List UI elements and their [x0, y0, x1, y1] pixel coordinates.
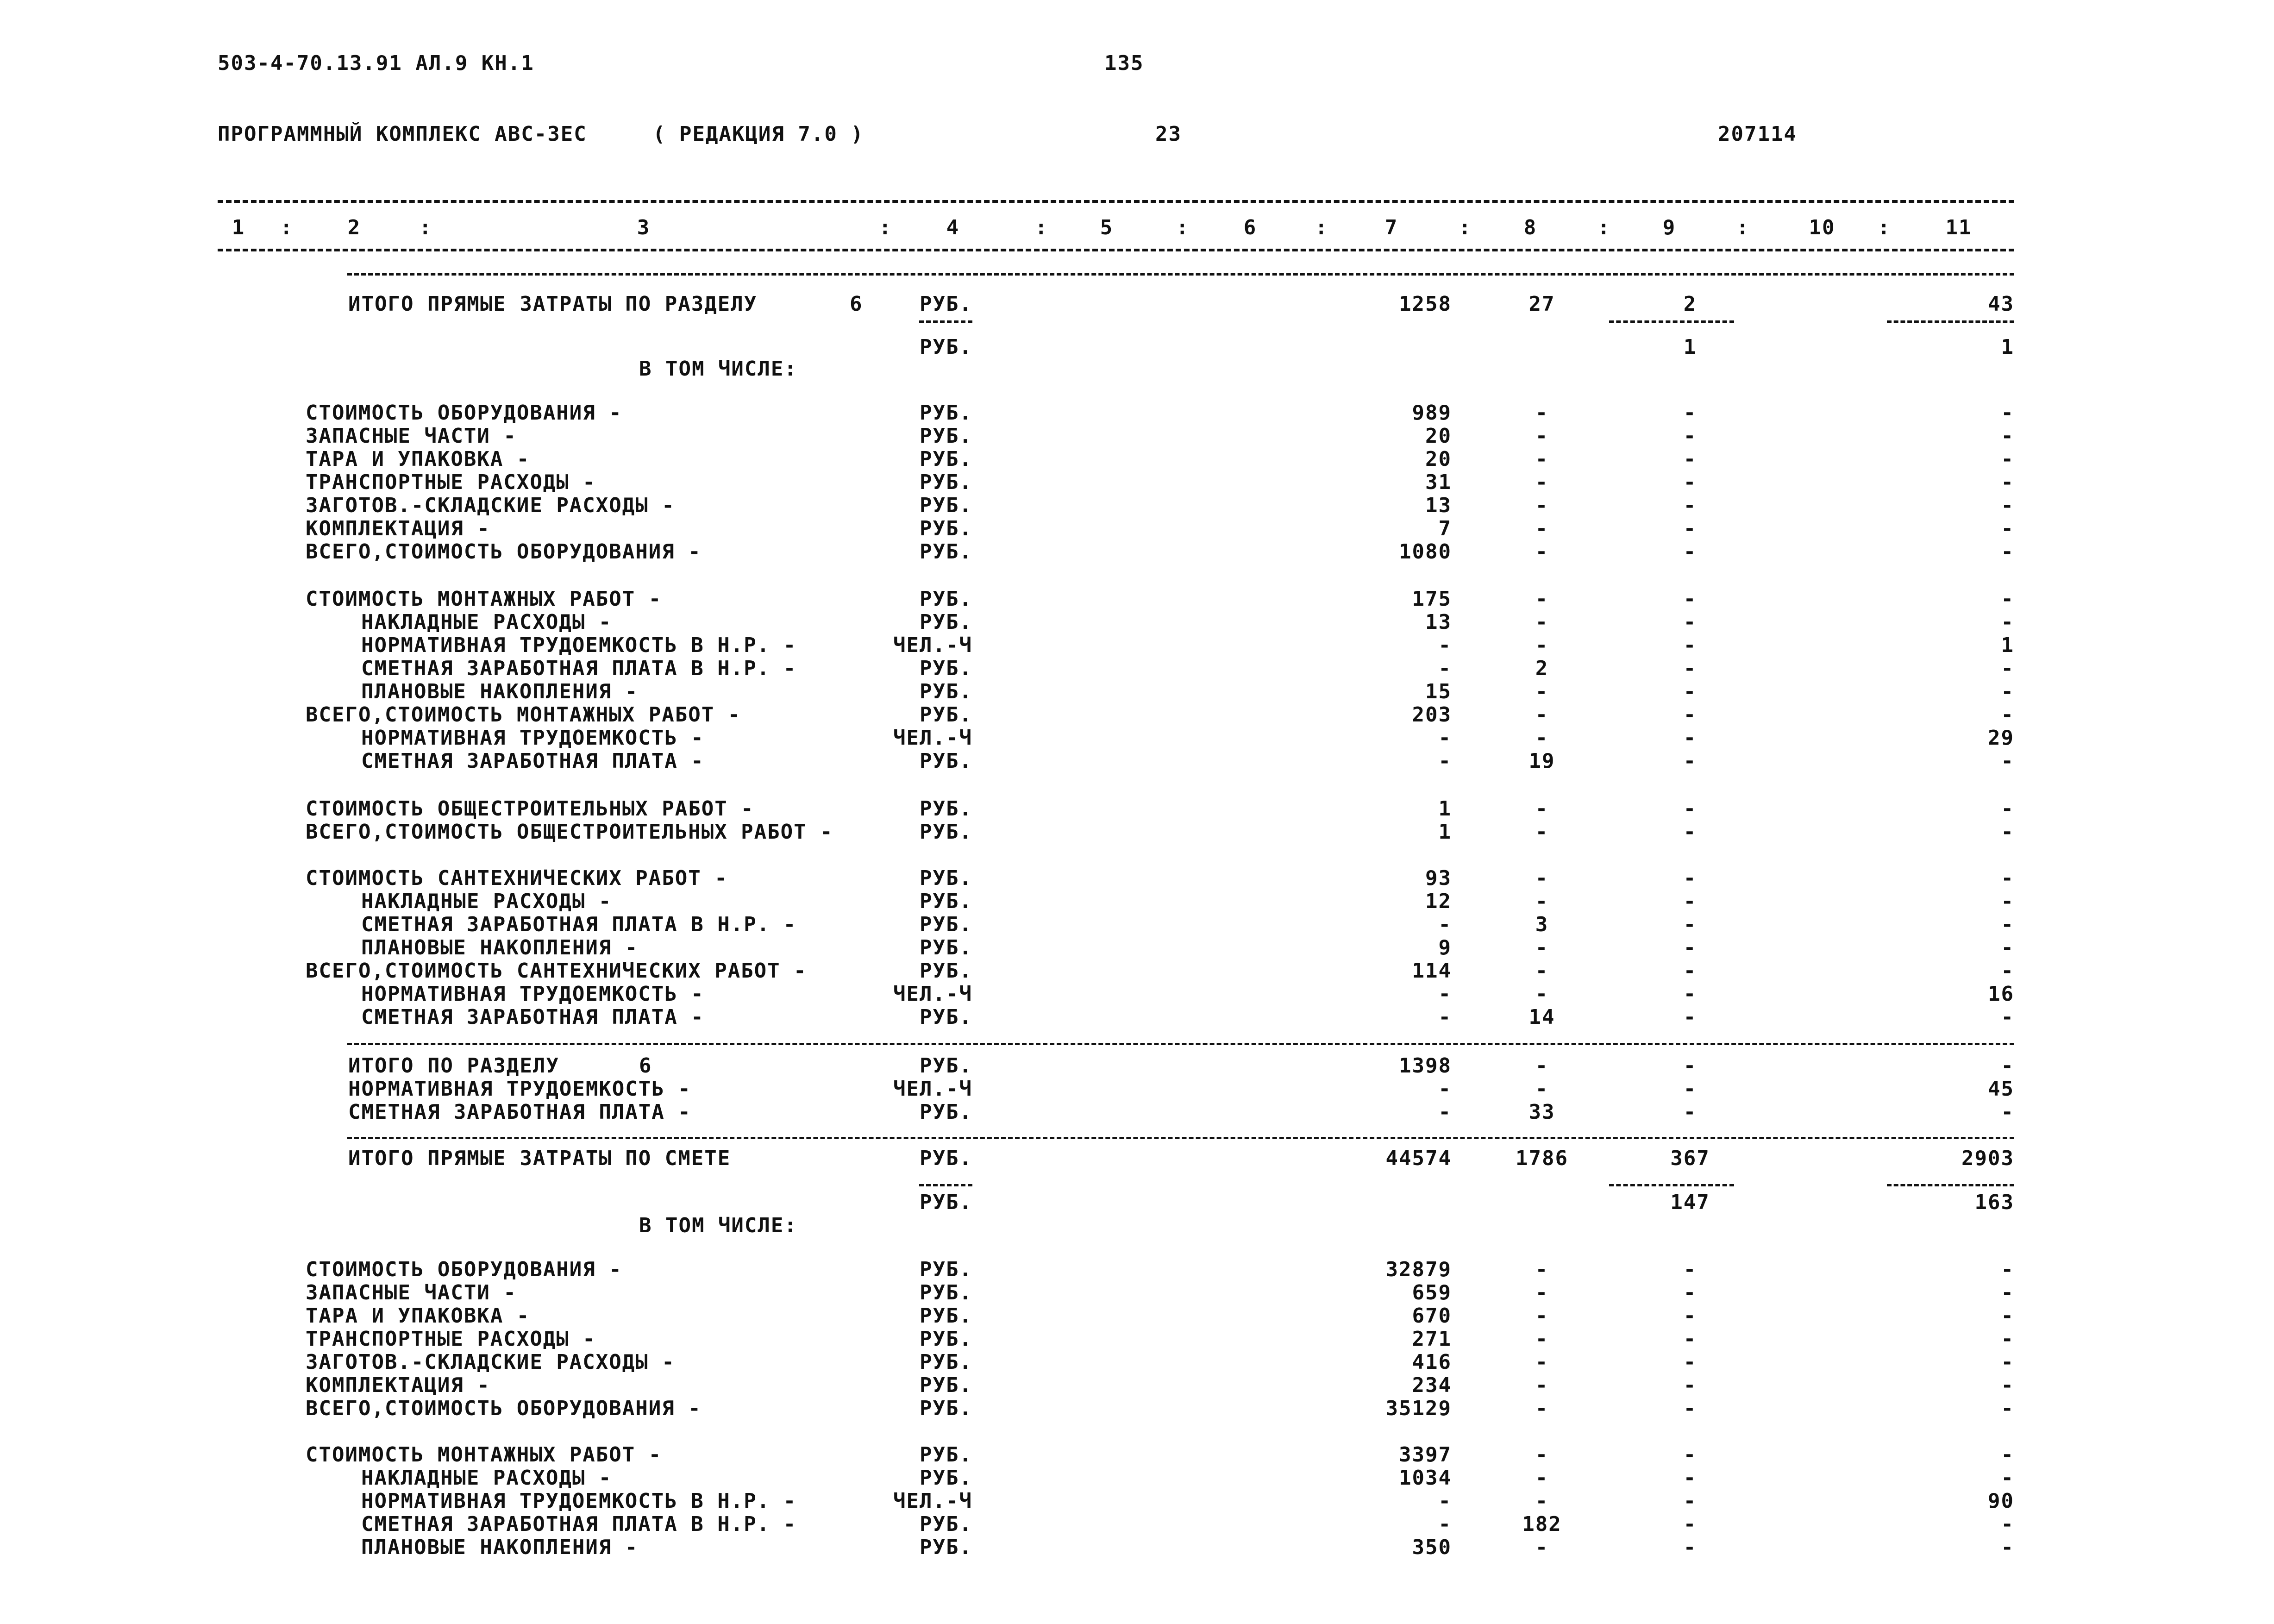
cell-col-11: - — [2001, 517, 2014, 540]
cell-col-7: - — [1438, 1005, 1452, 1029]
row-label: СТОИМОСТЬ МОНТАЖНЫХ РАБОТ - — [306, 1443, 662, 1467]
cell-col-7: 670 — [1412, 1304, 1452, 1328]
cell-col-11: - — [2001, 447, 2014, 471]
cell-col-9: - — [1683, 1350, 1697, 1374]
column-separator: : — [879, 216, 892, 239]
cell-col-8: - — [1535, 1489, 1549, 1513]
row-label: СМЕТНАЯ ЗАРАБОТНАЯ ПЛАТА - — [361, 749, 704, 773]
cell-col-9: - — [1683, 1443, 1697, 1467]
subtotal-rule — [1609, 320, 1734, 323]
column-separator: : — [1597, 216, 1611, 239]
cell-col-8: - — [1535, 726, 1549, 750]
cell-col-11: 1 — [2001, 335, 2014, 359]
cell-col-7: 114 — [1412, 959, 1452, 983]
cell-col-7: 93 — [1425, 866, 1452, 890]
row-unit: ЧЕЛ.-Ч — [893, 633, 972, 657]
row-unit: ЧЕЛ.-Ч — [893, 1077, 972, 1101]
cell-col-9: - — [1683, 494, 1697, 517]
row-label: ИТОГО ПО РАЗДЕЛУ — [348, 1054, 559, 1078]
cell-col-8: 19 — [1529, 749, 1555, 773]
row-unit: РУБ. — [920, 749, 972, 773]
cell-col-11: - — [2001, 657, 2014, 680]
cell-col-7: - — [1438, 1489, 1452, 1513]
cell-col-8: - — [1535, 1373, 1549, 1397]
cell-col-11: - — [2001, 401, 2014, 425]
row-unit: РУБ. — [920, 703, 972, 727]
cell-col-9: - — [1683, 680, 1697, 703]
row-label: СТОИМОСТЬ ОБОРУДОВАНИЯ - — [306, 401, 622, 425]
cell-col-8: 182 — [1522, 1512, 1562, 1536]
row-label: НОРМАТИВНАЯ ТРУДОЕМКОСТЬ - — [348, 1077, 691, 1101]
cell-col-8: 2 — [1535, 657, 1549, 680]
row-label: В ТОМ ЧИСЛЕ: — [639, 1214, 797, 1237]
cell-col-11: 163 — [1974, 1191, 2014, 1214]
cell-col-7: 13 — [1425, 494, 1452, 517]
cell-col-7: 9 — [1438, 936, 1452, 959]
cell-col-9: - — [1683, 1281, 1697, 1304]
row-label: ЗАПАСНЫЕ ЧАСТИ - — [306, 1281, 517, 1304]
row-label: НОРМАТИВНАЯ ТРУДОЕМКОСТЬ В Н.Р. - — [361, 1489, 797, 1513]
cell-col-7: - — [1438, 657, 1452, 680]
header-rule-bottom — [218, 249, 2014, 251]
cell-col-11: - — [2001, 587, 2014, 611]
cell-col-9: 367 — [1670, 1147, 1710, 1170]
cell-col-11: - — [2001, 1512, 2014, 1536]
row-label: В ТОМ ЧИСЛЕ: — [639, 357, 797, 381]
cell-col-11: 16 — [1988, 982, 2014, 1006]
cell-col-8: - — [1535, 866, 1549, 890]
cell-col-9: - — [1683, 1054, 1697, 1078]
row-unit: РУБ. — [920, 1327, 972, 1351]
row-unit: РУБ. — [920, 1397, 972, 1420]
cell-col-7: 1080 — [1399, 540, 1452, 564]
cell-col-9: - — [1683, 610, 1697, 634]
cell-col-11: - — [2001, 936, 2014, 959]
row-label: СМЕТНАЯ ЗАРАБОТНАЯ ПЛАТА В Н.Р. - — [361, 913, 797, 936]
cell-col-7: 1258 — [1399, 292, 1452, 316]
cell-col-7: 175 — [1412, 587, 1452, 611]
cell-col-8: - — [1535, 1281, 1549, 1304]
row-unit: РУБ. — [920, 610, 972, 634]
cell-col-11: - — [2001, 749, 2014, 773]
cell-col-9: - — [1683, 1489, 1697, 1513]
cell-col-7: - — [1438, 749, 1452, 773]
row-unit: РУБ. — [920, 1005, 972, 1029]
row-unit: РУБ. — [920, 494, 972, 517]
row-unit: ЧЕЛ.-Ч — [893, 982, 972, 1006]
row-unit: РУБ. — [920, 517, 972, 540]
cell-col-11: - — [2001, 494, 2014, 517]
cell-col-8: - — [1535, 820, 1549, 844]
subtotal-rule — [1609, 1184, 1734, 1186]
cell-col-9: 1 — [1683, 335, 1697, 359]
row-label: НАКЛАДНЫЕ РАСХОДЫ - — [361, 890, 612, 913]
row-label: СТОИМОСТЬ ОБОРУДОВАНИЯ - — [306, 1258, 622, 1281]
cell-col-8: 3 — [1535, 913, 1549, 936]
subtotal-rule — [1887, 320, 2014, 323]
cell-col-8: - — [1535, 1258, 1549, 1281]
row-label: СТОИМОСТЬ ОБЩЕСТРОИТЕЛЬНЫХ РАБОТ - — [306, 797, 754, 821]
row-label: ТРАНСПОРТНЫЕ РАСХОДЫ - — [306, 1327, 596, 1351]
cell-col-8: - — [1535, 517, 1549, 540]
row-label: ПЛАНОВЫЕ НАКОПЛЕНИЯ - — [361, 1536, 639, 1559]
column-header: 11 — [1945, 216, 1972, 239]
row-unit: РУБ. — [920, 820, 972, 844]
cell-col-11: - — [2001, 959, 2014, 983]
column-separator: : — [1176, 216, 1190, 239]
cell-col-11: - — [2001, 866, 2014, 890]
cell-col-9: - — [1683, 703, 1697, 727]
cell-col-8: - — [1535, 470, 1549, 494]
cell-col-7: 44574 — [1385, 1147, 1452, 1170]
cell-col-7: 20 — [1425, 424, 1452, 448]
cell-col-11: - — [2001, 610, 2014, 634]
cell-col-8: - — [1535, 401, 1549, 425]
row-unit: РУБ. — [920, 959, 972, 983]
cell-col-8: - — [1535, 447, 1549, 471]
cell-col-8: 33 — [1529, 1100, 1555, 1124]
column-header: 8 — [1523, 216, 1537, 239]
cell-col-9: - — [1683, 982, 1697, 1006]
cell-col-9: - — [1683, 1005, 1697, 1029]
row-unit: РУБ. — [920, 1191, 972, 1214]
cell-col-8: - — [1535, 936, 1549, 959]
cell-col-7: 416 — [1412, 1350, 1452, 1374]
document-code: 503-4-70.13.91 АЛ.9 КН.1 — [218, 51, 534, 75]
cell-col-11: - — [2001, 1304, 2014, 1328]
row-unit: РУБ. — [920, 913, 972, 936]
section-rule — [347, 1043, 2014, 1045]
cell-col-7: 234 — [1412, 1373, 1452, 1397]
cell-col-8: - — [1535, 982, 1549, 1006]
row-label: НАКЛАДНЫЕ РАСХОДЫ - — [361, 610, 612, 634]
cell-col-8: - — [1535, 959, 1549, 983]
row-unit: РУБ. — [920, 447, 972, 471]
cell-col-11: - — [2001, 424, 2014, 448]
cell-col-11: 29 — [1988, 726, 2014, 750]
column-separator: : — [419, 216, 432, 239]
row-unit: РУБ. — [920, 1147, 972, 1170]
row-label: СТОИМОСТЬ МОНТАЖНЫХ РАБОТ - — [306, 587, 662, 611]
cell-col-11: - — [2001, 1005, 2014, 1029]
row-label: ВСЕГО,СТОИМОСТЬ ОБОРУДОВАНИЯ - — [306, 1397, 702, 1420]
cell-col-9: - — [1683, 1373, 1697, 1397]
row-unit: РУБ. — [920, 797, 972, 821]
subtotal-rule — [919, 320, 972, 323]
row-unit: РУБ. — [920, 335, 972, 359]
cell-col-8: - — [1535, 1536, 1549, 1559]
cell-col-9: - — [1683, 517, 1697, 540]
row-unit: РУБ. — [920, 1466, 972, 1490]
cell-col-11: - — [2001, 1443, 2014, 1467]
cell-col-9: - — [1683, 587, 1697, 611]
cell-col-7: - — [1438, 1512, 1452, 1536]
row-unit: РУБ. — [920, 1054, 972, 1078]
row-unit: РУБ. — [920, 401, 972, 425]
cell-col-7: 13 — [1425, 610, 1452, 634]
cell-col-11: - — [2001, 1466, 2014, 1490]
cell-col-7: 15 — [1425, 680, 1452, 703]
cell-col-11: - — [2001, 540, 2014, 564]
cell-col-7: - — [1438, 913, 1452, 936]
cell-col-11: 1 — [2001, 633, 2014, 657]
cell-col-8: 1786 — [1516, 1147, 1568, 1170]
cell-col-9: - — [1683, 401, 1697, 425]
column-separator: : — [1035, 216, 1048, 239]
row-unit: РУБ. — [920, 540, 972, 564]
program-name: ПРОГРАММНЫЙ КОМПЛЕКС АВС-3ЕС — [218, 122, 587, 146]
cell-col-11: - — [2001, 1536, 2014, 1559]
row-section-number: 6 — [639, 1054, 652, 1078]
cell-col-9: - — [1683, 1397, 1697, 1420]
cell-col-7: - — [1438, 1100, 1452, 1124]
cell-col-7: 12 — [1425, 890, 1452, 913]
column-header: 4 — [946, 216, 960, 239]
cell-col-9: - — [1683, 1536, 1697, 1559]
cell-col-9: - — [1683, 1258, 1697, 1281]
page-number: 135 — [1104, 51, 1144, 75]
column-header: 6 — [1243, 216, 1257, 239]
row-unit: РУБ. — [920, 680, 972, 703]
cell-col-11: - — [2001, 1100, 2014, 1124]
row-unit: РУБ. — [920, 292, 972, 316]
cell-col-7: 1 — [1438, 820, 1452, 844]
row-label: ЗАГОТОВ.-СКЛАДСКИЕ РАСХОДЫ - — [306, 494, 675, 517]
row-unit: РУБ. — [920, 470, 972, 494]
cell-col-9: - — [1683, 820, 1697, 844]
row-unit: РУБ. — [920, 587, 972, 611]
cell-col-8: - — [1535, 1466, 1549, 1490]
row-label: ВСЕГО,СТОИМОСТЬ САНТЕХНИЧЕСКИХ РАБОТ - — [306, 959, 807, 983]
cell-col-8: - — [1535, 890, 1549, 913]
row-unit: РУБ. — [920, 1258, 972, 1281]
row-unit: РУБ. — [920, 1281, 972, 1304]
row-label: ТАРА И УПАКОВКА - — [306, 447, 530, 471]
section-rule — [347, 273, 2014, 276]
cell-col-11: - — [2001, 1054, 2014, 1078]
row-label: ВСЕГО,СТОИМОСТЬ ОБЩЕСТРОИТЕЛЬНЫХ РАБОТ - — [306, 820, 833, 844]
cell-col-11: - — [2001, 1373, 2014, 1397]
document-number: 207114 — [1718, 122, 1797, 146]
cell-col-7: 203 — [1412, 703, 1452, 727]
column-header: 3 — [637, 216, 651, 239]
cell-col-11: - — [2001, 1350, 2014, 1374]
row-label: НОРМАТИВНАЯ ТРУДОЕМКОСТЬ В Н.Р. - — [361, 633, 797, 657]
cell-col-8: - — [1535, 633, 1549, 657]
subtotal-rule — [919, 1184, 972, 1186]
cell-col-9: - — [1683, 936, 1697, 959]
cell-col-11: 43 — [1988, 292, 2014, 316]
column-separator: : — [280, 216, 294, 239]
cell-col-9: - — [1683, 424, 1697, 448]
row-unit: РУБ. — [920, 1536, 972, 1559]
column-header: 1 — [232, 216, 245, 239]
cell-col-7: 1034 — [1399, 1466, 1452, 1490]
cell-col-8: - — [1535, 1304, 1549, 1328]
column-separator: : — [1459, 216, 1472, 239]
cell-col-7: - — [1438, 982, 1452, 1006]
cell-col-9: - — [1683, 726, 1697, 750]
cell-col-11: - — [2001, 1397, 2014, 1420]
column-separator: : — [1736, 216, 1750, 239]
row-label: СМЕТНАЯ ЗАРАБОТНАЯ ПЛАТА - — [348, 1100, 691, 1124]
row-label: КОМПЛЕКТАЦИЯ - — [306, 517, 490, 540]
cell-col-9: - — [1683, 1512, 1697, 1536]
cell-col-11: - — [2001, 1258, 2014, 1281]
cell-col-8: - — [1535, 1350, 1549, 1374]
cell-col-11: - — [2001, 797, 2014, 821]
row-unit: РУБ. — [920, 657, 972, 680]
cell-col-9: - — [1683, 470, 1697, 494]
row-label: СТОИМОСТЬ САНТЕХНИЧЕСКИХ РАБОТ - — [306, 866, 728, 890]
cell-col-8: - — [1535, 1443, 1549, 1467]
row-unit: РУБ. — [920, 936, 972, 959]
cell-col-7: 1 — [1438, 797, 1452, 821]
row-label: ИТОГО ПРЯМЫЕ ЗАТРАТЫ ПО РАЗДЕЛУ — [348, 292, 758, 316]
row-label: ТАРА И УПАКОВКА - — [306, 1304, 530, 1328]
cell-col-9: - — [1683, 913, 1697, 936]
cell-col-8: 14 — [1529, 1005, 1555, 1029]
row-label: СМЕТНАЯ ЗАРАБОТНАЯ ПЛАТА В Н.Р. - — [361, 657, 797, 680]
row-label: ИТОГО ПРЯМЫЕ ЗАТРАТЫ ПО СМЕТЕ — [348, 1147, 731, 1170]
row-unit: РУБ. — [920, 1373, 972, 1397]
row-label: НАКЛАДНЫЕ РАСХОДЫ - — [361, 1466, 612, 1490]
cell-col-9: - — [1683, 1100, 1697, 1124]
cell-col-9: - — [1683, 749, 1697, 773]
cell-col-9: - — [1683, 1304, 1697, 1328]
row-section-number: 6 — [850, 292, 863, 316]
row-unit: РУБ. — [920, 1304, 972, 1328]
cell-col-9: - — [1683, 959, 1697, 983]
cell-col-8: - — [1535, 1397, 1549, 1420]
cell-col-9: 147 — [1670, 1191, 1710, 1214]
cell-col-7: 35129 — [1385, 1397, 1452, 1420]
subtotal-rule — [1887, 1184, 2014, 1186]
cell-col-8: - — [1535, 424, 1549, 448]
cell-col-9: 2 — [1683, 292, 1697, 316]
cell-col-8: - — [1535, 587, 1549, 611]
cell-col-8: 27 — [1529, 292, 1555, 316]
row-unit: РУБ. — [920, 890, 972, 913]
cell-col-7: 7 — [1438, 517, 1452, 540]
cell-col-7: 350 — [1412, 1536, 1452, 1559]
row-label: ТРАНСПОРТНЫЕ РАСХОДЫ - — [306, 470, 596, 494]
cell-col-11: 2903 — [1961, 1147, 2014, 1170]
cell-col-7: 271 — [1412, 1327, 1452, 1351]
cell-col-8: - — [1535, 703, 1549, 727]
row-label: ПЛАНОВЫЕ НАКОПЛЕНИЯ - — [361, 680, 639, 703]
column-header: 5 — [1100, 216, 1114, 239]
cell-col-7: 31 — [1425, 470, 1452, 494]
row-label: ЗАГОТОВ.-СКЛАДСКИЕ РАСХОДЫ - — [306, 1350, 675, 1374]
row-label: КОМПЛЕКТАЦИЯ - — [306, 1373, 490, 1397]
cell-col-9: - — [1683, 1466, 1697, 1490]
row-label: ВСЕГО,СТОИМОСТЬ МОНТАЖНЫХ РАБОТ - — [306, 703, 741, 727]
cell-col-8: - — [1535, 494, 1549, 517]
row-label: НОРМАТИВНАЯ ТРУДОЕМКОСТЬ - — [361, 982, 704, 1006]
column-header: 7 — [1384, 216, 1398, 239]
row-label: СМЕТНАЯ ЗАРАБОТНАЯ ПЛАТА - — [361, 1005, 704, 1029]
cell-col-11: - — [2001, 703, 2014, 727]
column-separator: : — [1315, 216, 1328, 239]
program-edition: ( РЕДАКЦИЯ 7.0 ) — [653, 122, 864, 146]
cell-col-8: - — [1535, 680, 1549, 703]
header-rule-top — [218, 200, 2014, 203]
row-unit: РУБ. — [920, 1512, 972, 1536]
cell-col-9: - — [1683, 633, 1697, 657]
cell-col-8: - — [1535, 1054, 1549, 1078]
row-unit: РУБ. — [920, 1350, 972, 1374]
row-label: НОРМАТИВНАЯ ТРУДОЕМКОСТЬ - — [361, 726, 704, 750]
row-label: СМЕТНАЯ ЗАРАБОТНАЯ ПЛАТА В Н.Р. - — [361, 1512, 797, 1536]
cell-col-7: 659 — [1412, 1281, 1452, 1304]
cell-col-8: - — [1535, 1077, 1549, 1101]
cell-col-8: - — [1535, 610, 1549, 634]
cell-col-9: - — [1683, 797, 1697, 821]
cell-col-11: - — [2001, 820, 2014, 844]
cell-col-7: - — [1438, 726, 1452, 750]
cell-col-11: - — [2001, 890, 2014, 913]
cell-col-9: - — [1683, 657, 1697, 680]
row-unit: РУБ. — [920, 866, 972, 890]
column-separator: : — [1878, 216, 1891, 239]
cell-col-11: - — [2001, 1327, 2014, 1351]
cell-col-11: 90 — [1988, 1489, 2014, 1513]
sheet-number: 23 — [1155, 122, 1182, 146]
cell-col-7: 3397 — [1399, 1443, 1452, 1467]
column-header: 9 — [1662, 216, 1676, 239]
cell-col-7: 1398 — [1399, 1054, 1452, 1078]
cell-col-9: - — [1683, 866, 1697, 890]
column-header: 2 — [347, 216, 361, 239]
row-unit: РУБ. — [920, 1100, 972, 1124]
cell-col-9: - — [1683, 540, 1697, 564]
cell-col-7: - — [1438, 1077, 1452, 1101]
cell-col-11: 45 — [1988, 1077, 2014, 1101]
cell-col-7: 989 — [1412, 401, 1452, 425]
row-label: ПЛАНОВЫЕ НАКОПЛЕНИЯ - — [361, 936, 639, 959]
cell-col-8: - — [1535, 1327, 1549, 1351]
cell-col-11: - — [2001, 1281, 2014, 1304]
row-unit: ЧЕЛ.-Ч — [893, 1489, 972, 1513]
cell-col-9: - — [1683, 1077, 1697, 1101]
cell-col-9: - — [1683, 447, 1697, 471]
section-rule — [347, 1137, 2014, 1139]
cell-col-8: - — [1535, 540, 1549, 564]
cell-col-9: - — [1683, 1327, 1697, 1351]
cell-col-7: 20 — [1425, 447, 1452, 471]
row-label: ВСЕГО,СТОИМОСТЬ ОБОРУДОВАНИЯ - — [306, 540, 702, 564]
row-label: ЗАПАСНЫЕ ЧАСТИ - — [306, 424, 517, 448]
cell-col-11: - — [2001, 680, 2014, 703]
cell-col-11: - — [2001, 470, 2014, 494]
cell-col-7: - — [1438, 633, 1452, 657]
cell-col-7: 32879 — [1385, 1258, 1452, 1281]
column-header: 10 — [1809, 216, 1835, 239]
row-unit: ЧЕЛ.-Ч — [893, 726, 972, 750]
row-unit: РУБ. — [920, 424, 972, 448]
cell-col-11: - — [2001, 913, 2014, 936]
cell-col-8: - — [1535, 797, 1549, 821]
cell-col-9: - — [1683, 890, 1697, 913]
row-unit: РУБ. — [920, 1443, 972, 1467]
